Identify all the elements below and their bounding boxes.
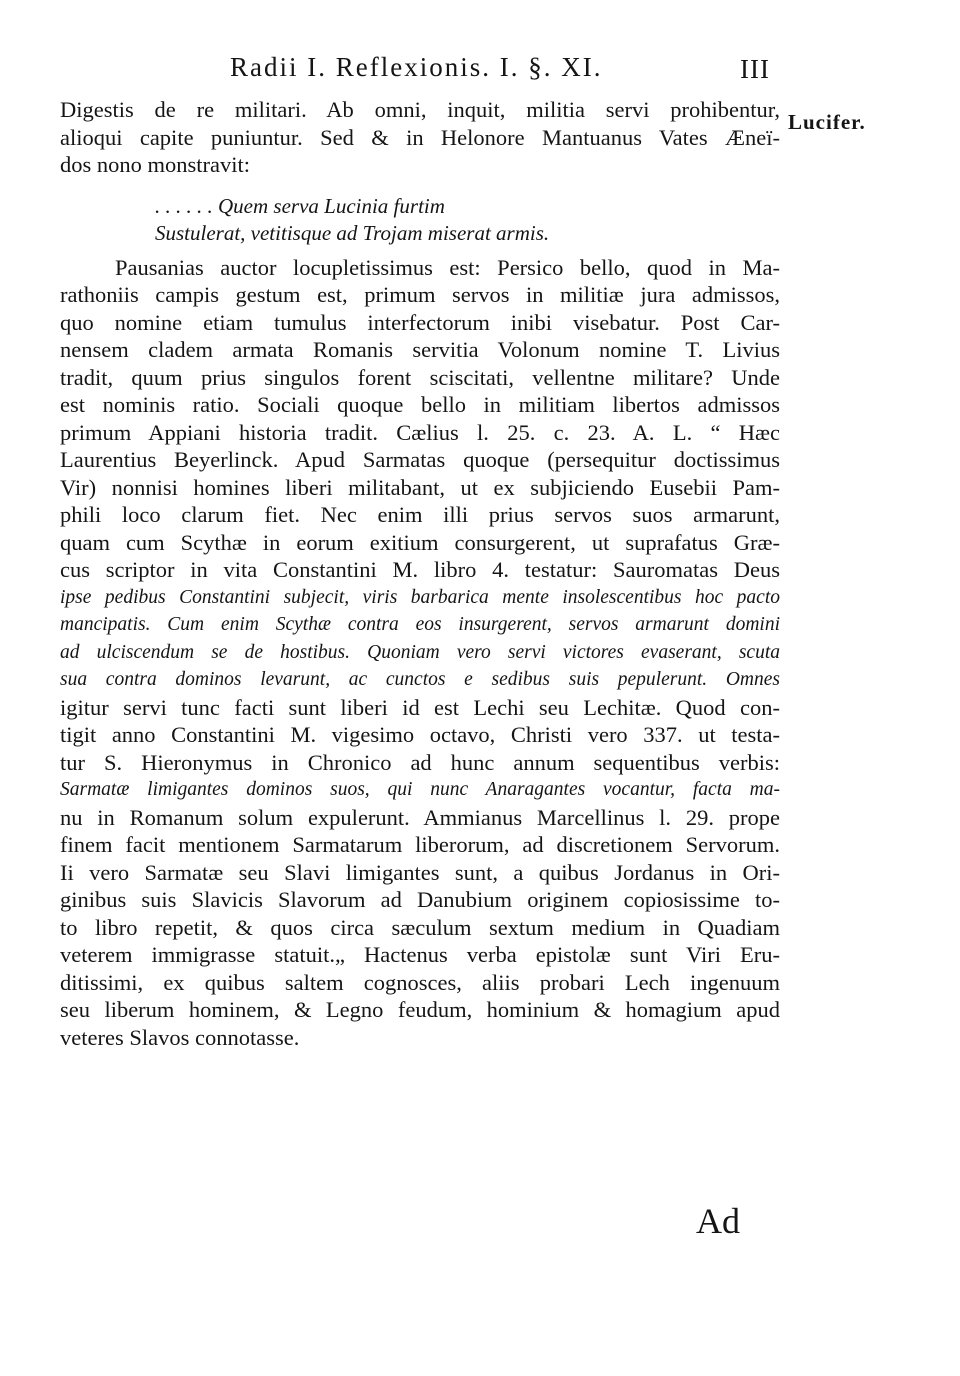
text-line: cus scriptor in vita Constantini M. libro 4. testatur: Sauromatas Deus bbox=[60, 557, 780, 582]
verse-line: . . . . . . Quem serva Lucinia furtim bbox=[155, 193, 445, 218]
catchword: Ad bbox=[696, 1201, 740, 1241]
body-text bbox=[60, 96, 780, 1051]
text-line: quam cum Scythæ in eorum exitium consurgerent, ut suprafatus Græ- bbox=[60, 529, 780, 555]
text-line: alioqui capite puniuntur. Sed & in Helonore Mantuanus Vates Æneï- bbox=[60, 124, 780, 150]
text-line: to libro repetit, & quos circa sæculum sextum medium in Quadiam bbox=[60, 914, 780, 940]
text-line: finem facit mentionem Sarmatarum liberorum, ad discretionem Servorum. bbox=[60, 832, 780, 857]
text-line: primum Appiani historia tradit. Cælius l. 25. c. 23. A. L. “ Hæc bbox=[60, 419, 780, 445]
text-line: Ii vero Sarmatæ seu Slavi limigantes sunt, a quibus Jordanus in Ori- bbox=[60, 859, 780, 885]
text-line: ditissimi, ex quibus saltem cognosces, aliis probari Lech ingenuum bbox=[60, 969, 780, 995]
text-line: Vir) nonnisi homines liberi militabant, ut ex subjiciendo Eusebii Pam- bbox=[60, 474, 780, 500]
running-title: Radii I. Reflexionis. I. §. XI. bbox=[230, 52, 603, 82]
text-line: nu in Romanum solum expulerunt. Ammianus Marcellinus l. 29. prope bbox=[60, 804, 780, 830]
text-line: rathoniis campis gestum est, primum servos in militiæ jura admissos, bbox=[60, 282, 780, 307]
text-line: Laurentius Beyerlinck. Apud Sarmatas quoque (persequitur doctissimus bbox=[60, 447, 780, 472]
text-line: phili loco clarum fiet. Nec enim illi prius servos suos armarunt, bbox=[60, 502, 780, 527]
margin-note: Lucifer. bbox=[788, 110, 866, 134]
text-line: est nominis ratio. Sociali quoque bello in militiam libertos admissos bbox=[60, 392, 780, 417]
quote-line: ipse pedibus Constantini subjecit, viris barbarica mente insolescentibus hoc pacto bbox=[60, 586, 780, 608]
spacer bbox=[60, 179, 780, 193]
verse-line: Sustulerat, vetitisque ad Trojam miserat armis. bbox=[155, 221, 550, 245]
text-line: seu liberum hominem, & Legno feudum, hominium & homagium apud bbox=[60, 997, 780, 1022]
text-line: veteres Slavos connotasse. bbox=[60, 1024, 300, 1050]
text-line: tur S. Hieronymus in Chronico ad hunc annum sequentibus verbis: bbox=[60, 749, 780, 775]
text-line: Pausanias auctor locupletissimus est: Persico bello, quod in Ma- bbox=[115, 254, 780, 280]
page-number: III bbox=[740, 54, 770, 84]
text-line: veterem immigrasse statuit.„ Hactenus verba epistolæ sunt Viri Eru- bbox=[60, 942, 780, 967]
text-line: tigit anno Constantini M. vigesimo octavo, Christi vero 337. ut testa- bbox=[60, 722, 780, 747]
text-line: nensem cladem armata Romanis servitia Volonum nomine T. Livius bbox=[60, 337, 780, 362]
text-line: ginibus suis Slavicis Slavorum ad Danubium originem copiosissime to- bbox=[60, 887, 780, 912]
text-line: Digestis de re militari. Ab omni, inquit, militia servi prohibentur, bbox=[60, 97, 780, 122]
text-line: dos nono monstravit: bbox=[60, 152, 250, 177]
text-line: tradit, quum prius singulos forent sciscitati, vellentne militare? Unde bbox=[60, 364, 780, 390]
quote-line: sua contra dominos levarunt, ac cunctos e sedibus suis pepulerunt. Omnes bbox=[60, 669, 780, 690]
text-line: quo nomine etiam tumulus interfectorum inibi visebatur. Post Car- bbox=[60, 309, 780, 335]
text-line: igitur servi tunc facti sunt liberi id est Lechi seu Lechitæ. Quod con- bbox=[60, 694, 780, 720]
quote-line: mancipatis. Cum enim Scythæ contra eos insurgerent, servos armarunt domini bbox=[60, 614, 780, 635]
quote-line: Sarmatæ limigantes dominos suos, qui nunc Anaragantes vocantur, facta ma- bbox=[60, 779, 780, 800]
quote-line: ad ulciscendum se de hostibus. Quoniam vero servi victores evaserant, scuta bbox=[60, 641, 780, 663]
